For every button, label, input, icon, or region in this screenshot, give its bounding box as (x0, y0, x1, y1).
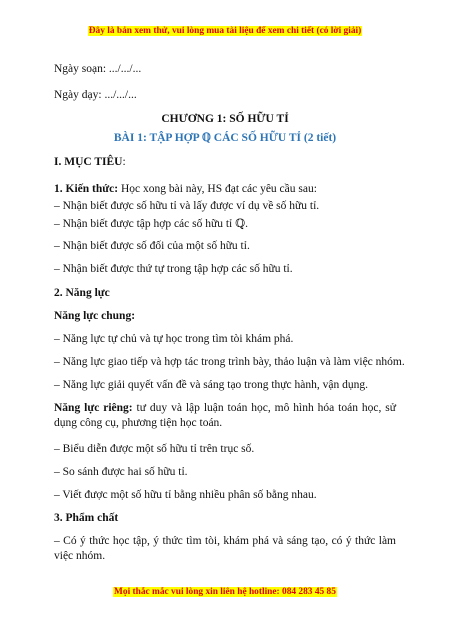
preview-notice-banner (0, 26, 450, 37)
general-competence-item: – Năng lực giao tiếp và hợp tác trong trình bày, thảo luận và làm việc nhóm. (54, 356, 405, 368)
specific-competence-item: – So sánh được hai số hữu tỉ. (54, 466, 188, 478)
knowledge-label: 1. Kiến thức: (54, 183, 119, 195)
lesson-title: BÀI 1: TẬP HỢP ℚ CÁC SỐ HỮU TỈ (2 tiết) (113, 132, 337, 144)
chapter-title: CHƯƠNG 1: SỐ HỮU TỈ (161, 113, 289, 125)
competence-heading: 2. Năng lực (54, 287, 110, 299)
specific-competence-label: Năng lực riêng: (54, 402, 133, 414)
specific-competence-paragraph (54, 401, 396, 431)
preview-notice-text: Đây là bản xem thử, vui lòng mua tài liệu để xem chi tiết (có lời giải) (88, 26, 362, 36)
knowledge-item: – Nhận biết được tập hợp các số hữu tỉ ℚ. (54, 218, 249, 230)
knowledge-line (54, 182, 396, 197)
knowledge-text: Học xong bài này, HS đạt các yêu cầu sau: (118, 183, 317, 195)
knowledge-item: – Nhận biết được số hữu tỉ và lấy được ví dụ về số hữu tỉ. (54, 200, 320, 212)
objectives-heading: I. MỤC TIÊU (54, 156, 123, 168)
specific-competence-item: – Biểu diễn được một số hữu tỉ trên trục số. (54, 443, 255, 455)
teach-date: Ngày dạy: .../.../... (54, 89, 137, 101)
general-competence-item: – Năng lực tự chủ và tự học trong tìm tòi khám phá. (54, 333, 294, 345)
objectives-colon: : (122, 156, 126, 168)
knowledge-item: – Nhận biết được số đối của một số hữu tỉ. (54, 240, 250, 252)
hotline-text: Mọi thắc mắc vui lòng xin liên hệ hotline: 084 283 45 85 (114, 587, 336, 597)
section-heading-objectives (54, 155, 396, 170)
specific-competence-text: tư duy và lập luận toán học, mô hình hóa toán học, sử dụng công cụ, phương tiện học toán. (54, 402, 396, 429)
quality-paragraph: – Có ý thức học tập, ý thức tìm tòi, khám phá và sáng tạo, có ý thức làm việc nhóm. (54, 535, 396, 562)
prep-date: Ngày soạn: .../.../... (54, 63, 142, 75)
general-competence-heading: Năng lực chung: (54, 310, 136, 322)
general-competence-item: – Năng lực giải quyết vấn đề và sáng tạo trong thực hành, vận dụng. (54, 379, 368, 391)
specific-competence-item: – Viết được một số hữu tỉ bằng nhiều phân số bằng nhau. (54, 489, 317, 501)
hotline-banner (0, 587, 450, 598)
quality-heading: 3. Phẩm chất (54, 512, 119, 524)
knowledge-item: – Nhận biết được thứ tự trong tập hợp các số hữu tỉ. (54, 263, 293, 275)
